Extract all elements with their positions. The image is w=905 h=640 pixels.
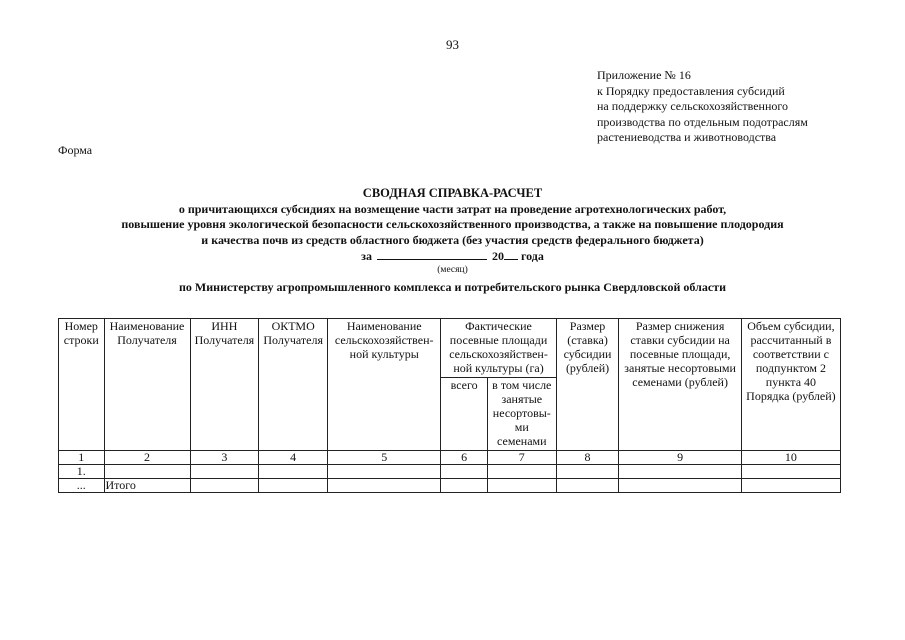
column-number-row	[59, 451, 841, 465]
period-suffix: года	[520, 249, 544, 263]
month-caption: (месяц)	[437, 264, 468, 275]
period-prefix: за	[361, 249, 372, 263]
appendix-line: к Порядку предоставления субсидий	[597, 83, 785, 98]
inn-cell[interactable]	[190, 465, 259, 479]
calculation-table	[58, 318, 841, 493]
oktmo-cell[interactable]	[259, 479, 328, 493]
sown-total-cell[interactable]	[441, 479, 488, 493]
year-prefix: 20	[491, 249, 504, 263]
header-recipient-name: Наименование Получателя	[104, 319, 190, 451]
crop-name-cell[interactable]	[328, 479, 441, 493]
sown-nonvarietal-cell[interactable]	[487, 465, 556, 479]
subsidy-rate-cell[interactable]	[556, 465, 619, 479]
header-row-number: Номер строки	[59, 319, 105, 451]
column-number: 10	[741, 451, 840, 465]
row-number-cell: 1.	[59, 465, 105, 479]
document-title-block	[0, 186, 905, 295]
subsidy-rate-cell[interactable]	[556, 479, 619, 493]
column-number: 9	[619, 451, 741, 465]
column-number: 3	[190, 451, 259, 465]
subsidy-amount-cell[interactable]	[741, 479, 840, 493]
appendix-line: Приложение № 16	[597, 68, 691, 82]
appendix-reference	[597, 68, 808, 146]
appendix-line: растениеводства и животноводства	[597, 130, 777, 144]
sown-total-cell[interactable]	[441, 465, 488, 479]
appendix-line: на поддержку сельскохозяйственного	[597, 99, 789, 113]
recipient-name-cell[interactable]	[104, 465, 190, 479]
column-number: 7	[487, 451, 556, 465]
table-row	[59, 465, 841, 479]
header-sown-nonvarietal: в том числе занятые несортовы-ми семенами	[487, 378, 556, 451]
period-line	[0, 248, 905, 264]
row-number-cell: ...	[59, 479, 105, 493]
header-sown-area: Фактические посевные площади сельскохозяйствен-ной культуры (га)	[441, 319, 556, 378]
subsidy-amount-cell[interactable]	[741, 465, 840, 479]
column-number: 2	[104, 451, 190, 465]
header-crop-name: Наименование сельскохозяйствен-ной культуры	[328, 319, 441, 451]
table-row-total	[59, 479, 841, 493]
ministry-line: по Министерству агропромышленного комплекса и потребительского рынка Свердловской области	[179, 279, 726, 294]
document-title: СВОДНАЯ СПРАВКА-РАСЧЕТ	[362, 186, 543, 200]
header-inn: ИНН Получателя	[190, 319, 259, 451]
year-blank[interactable]	[504, 248, 518, 260]
crop-name-cell[interactable]	[328, 465, 441, 479]
column-number: 5	[328, 451, 441, 465]
column-number: 1	[59, 451, 105, 465]
column-number: 4	[259, 451, 328, 465]
header-row	[59, 319, 841, 378]
header-reduced-rate: Размер снижения ставки субсидии на посевные площади, занятые несортовыми семенами (рублей)	[619, 319, 741, 451]
oktmo-cell[interactable]	[259, 465, 328, 479]
appendix-line: производства по отдельным подотраслям	[597, 114, 808, 129]
title-line: о причитающихся субсидиях на возмещение части затрат на проведение агротехнологических работ,	[178, 201, 727, 216]
form-label: Форма	[58, 143, 93, 157]
title-line: и качества почв из средств областного бюджета (без участия средств федерального бюджета)	[201, 232, 704, 247]
page-number: 93	[446, 37, 459, 52]
title-line: повышение уровня экологической безопасности сельскохозяйственного производства, а также на повышение плодородия	[121, 217, 784, 231]
inn-cell[interactable]	[190, 479, 259, 493]
header-subsidy-rate: Размер (ставка) субсидии (рублей)	[556, 319, 619, 451]
reduced-rate-cell[interactable]	[619, 479, 741, 493]
header-oktmo: ОКТМО Получателя	[259, 319, 328, 451]
total-label-cell: Итого	[104, 479, 190, 493]
reduced-rate-cell[interactable]	[619, 465, 741, 479]
header-sown-total: всего	[441, 378, 488, 451]
month-blank[interactable]	[377, 248, 487, 260]
header-subsidy-amount: Объем субсидии, рассчитанный в соответствии с подпунктом 2 пункта 40 Порядка (рублей)	[741, 319, 840, 451]
column-number: 8	[556, 451, 619, 465]
column-number: 6	[441, 451, 488, 465]
sown-nonvarietal-cell[interactable]	[487, 479, 556, 493]
